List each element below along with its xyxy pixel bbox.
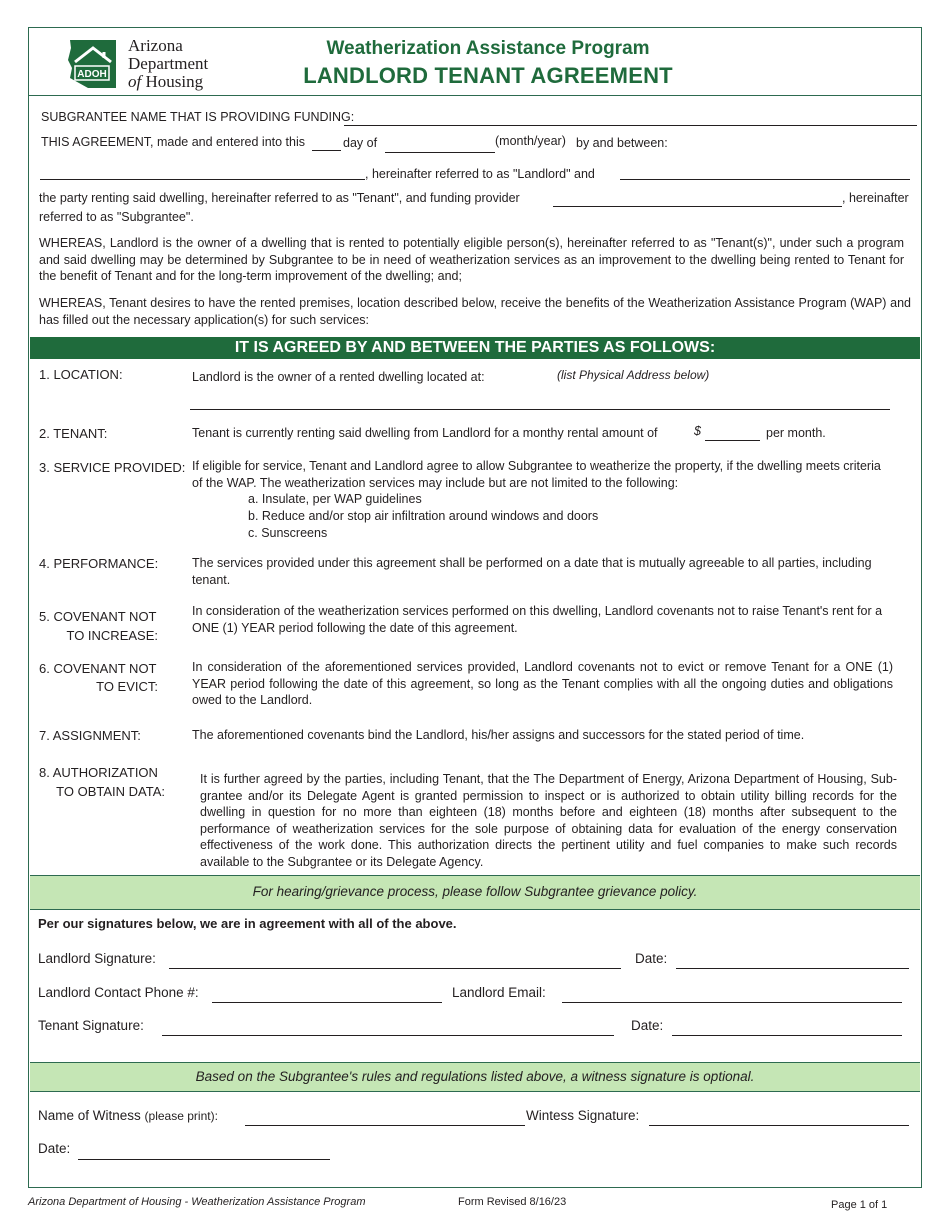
assignment-text: The aforementioned covenants bind the Landlord, his/her assigns and successors for the stated period of time.: [192, 728, 805, 742]
adoh-logo: [66, 38, 226, 94]
authorization-label-1: 8. AUTHORIZATION: [39, 765, 158, 780]
by-and-between-label: by and between:: [576, 136, 668, 150]
agreement-month-year-field[interactable]: [385, 152, 495, 153]
agreement-banner: IT IS AGREED BY AND BETWEEN THE PARTIES AS FOLLOWS:: [30, 337, 920, 359]
tenant-date-field[interactable]: [672, 1035, 902, 1036]
day-of-label: day of: [343, 136, 378, 150]
footer-org: Arizona Department of Housing - Weatherization Assistance Program: [28, 1196, 366, 1208]
currency-symbol: $: [694, 424, 701, 438]
agreement-prefix: THIS AGREEMENT, made and entered into this: [41, 135, 306, 149]
landlord-signature-field[interactable]: [169, 968, 621, 969]
tenant-date-label: Date:: [631, 1018, 664, 1033]
footer-page-number: Page 1 of 1: [831, 1199, 888, 1211]
witness-date-field[interactable]: [78, 1159, 330, 1160]
tenant-signature-label: Tenant Signature:: [38, 1018, 144, 1033]
monthly-rent-field[interactable]: [705, 440, 760, 441]
subgrantee-name-field[interactable]: [344, 125, 917, 126]
tenant-text: Tenant is currently renting said dwelling from Landlord for a monthy rental amount of: [192, 426, 658, 440]
tenant-label: 2. TENANT:: [39, 426, 108, 441]
witness-signature-label: Wintess Signature:: [526, 1108, 640, 1123]
signatures-intro: Per our signatures below, we are in agreement with all of the above.: [38, 916, 457, 931]
per-month-text: per month.: [766, 426, 826, 440]
witness-name-label: Name of Witness (please print):: [38, 1108, 218, 1123]
landlord-ref-text: , hereinafter referred to as "Landlord" and: [365, 167, 595, 181]
service-item: c. Sunscreens: [248, 526, 328, 540]
location-label: 1. LOCATION:: [39, 367, 123, 382]
location-hint: (list Physical Address below): [557, 368, 710, 382]
witness-name-field[interactable]: [245, 1125, 525, 1126]
authorization-label-2: TO OBTAIN DATA:: [56, 784, 165, 799]
month-year-label: (month/year): [495, 134, 566, 148]
service-item: a. Insulate, per WAP guidelines: [248, 492, 422, 506]
witness-note: Based on the Subgrantee's rules and regulations listed above, a witness signature is optional.: [30, 1062, 920, 1092]
tenant-name-field[interactable]: [620, 179, 910, 180]
logo-line-1: Arizona: [128, 36, 183, 55]
svg-text:ADOH: ADOH: [77, 69, 107, 80]
service-label: 3. SERVICE PROVIDED:: [39, 460, 186, 475]
funding-provider-field[interactable]: [553, 206, 842, 207]
landlord-signature-label: Landlord Signature:: [38, 951, 156, 966]
program-title: Weatherization Assistance Program: [326, 38, 650, 59]
landlord-email-label: Landlord Email:: [452, 985, 546, 1000]
performance-text: The services provided under this agreement shall be performed on a date that is mutually agreeable to all parties, including tenant.: [192, 556, 872, 587]
tenant-signature-field[interactable]: [162, 1035, 614, 1036]
arizona-house-icon: [66, 38, 120, 90]
whereas-paragraph-1: WHEREAS, Landlord is the owner of a dwelling that is rented to potentially eligible person(s), hereinafter referred to as "Tenant(s)", under such a program and said dwelling may be determined by Subgrantee to be in need of weatherization services as an improvement to the dwelling being rented to Tenant for the benefit of Tenant and for the long-term improvement of the dwelling; and;: [39, 236, 904, 283]
footer-revised: Form Revised 8/16/23: [458, 1196, 567, 1208]
landlord-email-field[interactable]: [562, 1002, 902, 1003]
landlord-date-field[interactable]: [676, 968, 909, 969]
witness-signature-field[interactable]: [649, 1125, 909, 1126]
physical-address-field[interactable]: [190, 409, 890, 410]
covenant-evict-label-1: 6. COVENANT NOT: [39, 661, 157, 676]
landlord-phone-label: Landlord Contact Phone #:: [38, 985, 199, 1000]
witness-date-label: Date:: [38, 1141, 71, 1156]
grievance-note: For hearing/grievance process, please follow Subgrantee grievance policy.: [30, 875, 920, 910]
assignment-label: 7. ASSIGNMENT:: [39, 728, 141, 743]
whereas-paragraph-2: WHEREAS, Tenant desires to have the rented premises, location described below, receive the benefits of the Weatherization Assistance Program (WAP) and has filled out the necessary application(s) for such services:: [39, 296, 911, 327]
authorization-text: It is further agreed by the parties, including Tenant, that the The Department of Energy, Arizona Department of Housing, Sub-grantee and/or its Delegate Agent is granted permission to inspect or is authorized to obtain utility billing records for the dwelling in question for no more than eighteen (18) months before and eighteen (18) months after subsequent to the performance of weatherization services for the sole purpose of obtaining data for evaluation of the energy conservation effectiveness of the work done. This authorization directs the pertinent utility and fuel companies to make such records available to the Subgrantee or its Delegate Agency.: [200, 772, 897, 869]
subgrantee-ref-text: referred to as "Subgrantee".: [39, 210, 194, 224]
hereinafter-text: , hereinafter: [842, 191, 909, 205]
form-title: LANDLORD TENANT AGREEMENT: [303, 63, 673, 88]
covenant-increase-label-2: TO INCREASE:: [66, 628, 158, 643]
performance-label: 4. PERFORMANCE:: [39, 556, 159, 571]
logo-line-3: of Housing: [128, 72, 204, 91]
landlord-phone-field[interactable]: [212, 1002, 442, 1003]
location-text: Landlord is the owner of a rented dwelling located at:: [192, 370, 485, 384]
agreement-day-field[interactable]: [312, 150, 341, 151]
landlord-name-field[interactable]: [40, 179, 365, 180]
service-text: If eligible for service, Tenant and Landlord agree to allow Subgrantee to weatherize the property, if the dwelling meets criteria of the WAP. The weatherization services may include but are not limited to the following:: [192, 459, 881, 490]
tenant-ref-text: the party renting said dwelling, hereinafter referred to as "Tenant", and funding provider: [39, 191, 520, 205]
logo-line-2: Department: [128, 54, 209, 73]
header-divider: [28, 95, 922, 96]
covenant-evict-text: In consideration of the aforementioned services provided, Landlord covenants not to evict or remove Tenant for a ONE (1) YEAR period following the date of this agreement, so long as the Tenant complies with all the ongoing duties and obligations owed to the Landlord.: [192, 660, 893, 707]
covenant-evict-label-2: TO EVICT:: [96, 679, 158, 694]
covenant-increase-label-1: 5. COVENANT NOT: [39, 609, 157, 624]
service-item: b. Reduce and/or stop air infiltration around windows and doors: [248, 509, 599, 523]
landlord-date-label: Date:: [635, 951, 668, 966]
subgrantee-label: SUBGRANTEE NAME THAT IS PROVIDING FUNDING:: [41, 110, 355, 124]
covenant-increase-text: In consideration of the weatherization services performed on this dwelling, Landlord covenants not to raise Tenant's rent for a ONE (1) YEAR period following the date of this agreement.: [192, 604, 883, 635]
